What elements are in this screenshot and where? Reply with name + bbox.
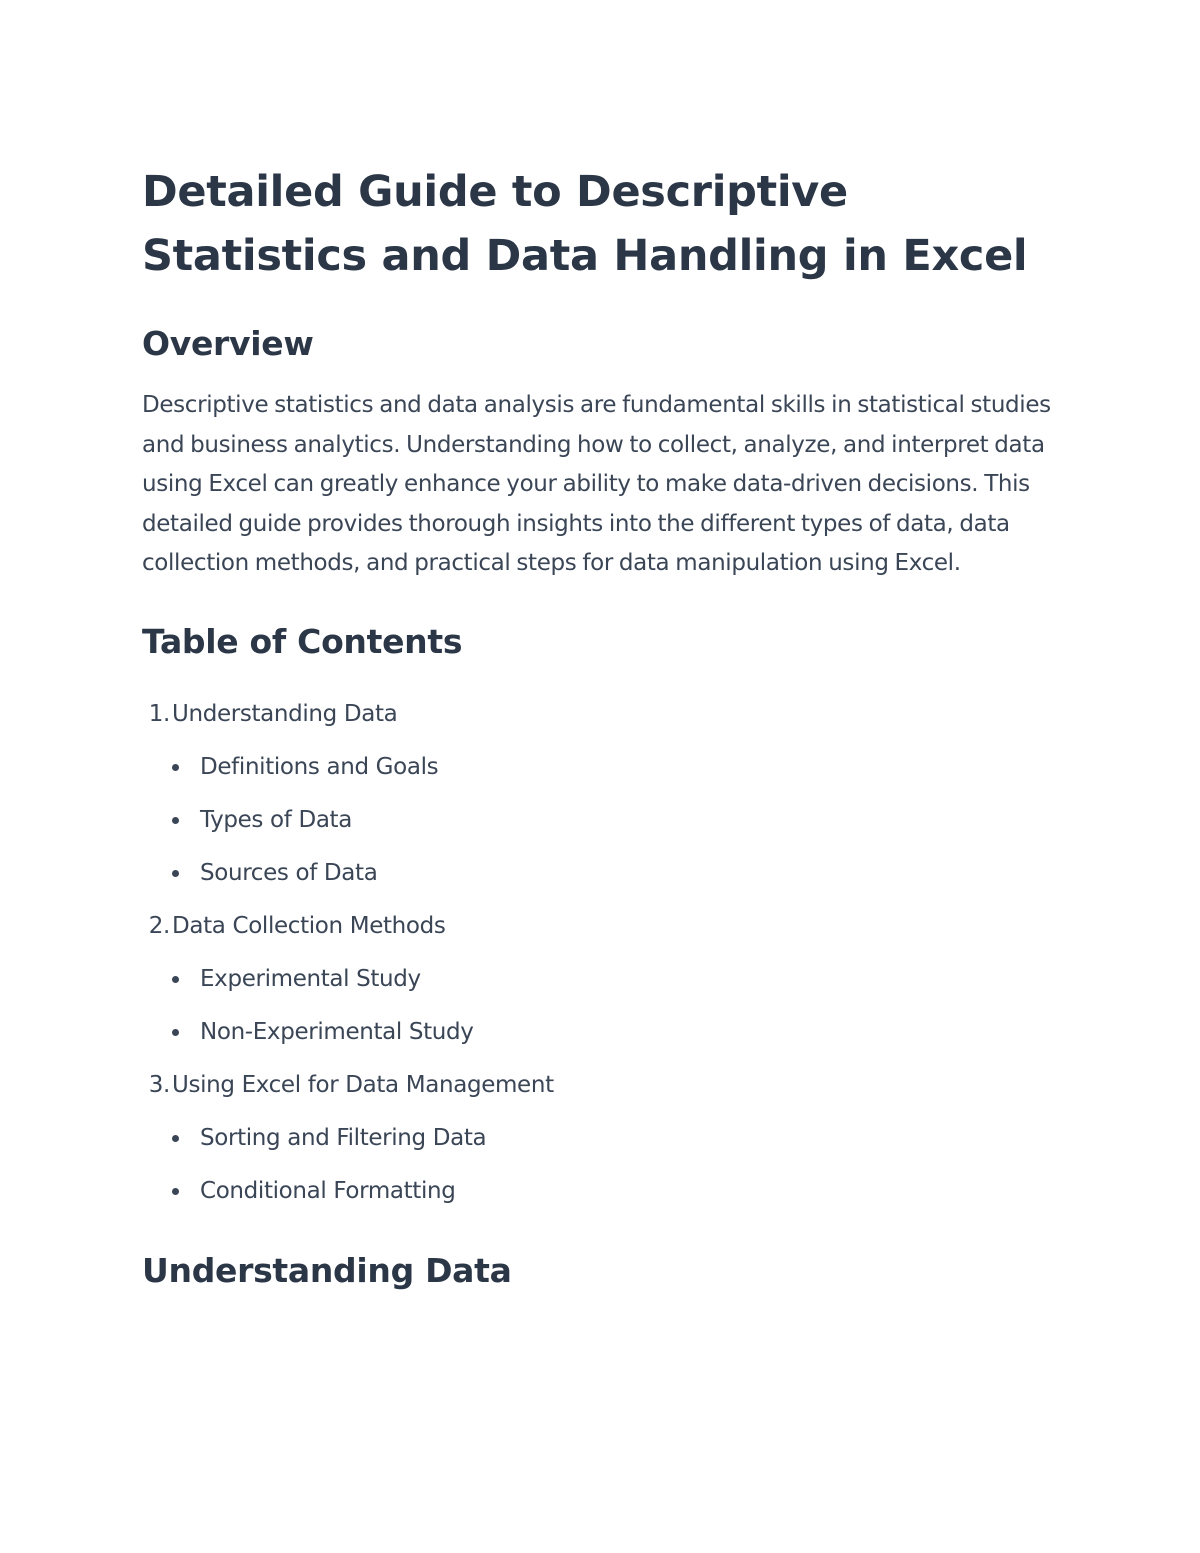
toc-subitem <box>142 741 1062 794</box>
toc-item-using-excel <box>142 1059 1062 1218</box>
understanding-data-heading: Understanding Data <box>142 1250 512 1290</box>
toc-subitem-label: Sources of Data <box>200 859 378 886</box>
toc-subitem-label: Non-Experimental Study <box>200 1018 474 1045</box>
toc-subitem <box>142 1006 1062 1059</box>
document-page <box>142 160 1062 1293</box>
toc-item-number: 3. <box>148 1071 170 1098</box>
toc-item-understanding-data <box>142 688 1062 900</box>
toc-item-label: Understanding Data <box>172 700 398 727</box>
bullet-icon <box>172 1135 179 1142</box>
toc-subitem-label: Definitions and Goals <box>200 753 439 780</box>
table-of-contents <box>142 688 1062 1218</box>
document-title: Detailed Guide to Descriptive Statistics and Data Handling in Excel <box>142 167 1028 281</box>
toc-subitem <box>142 1165 1062 1218</box>
toc-subitem-label: Experimental Study <box>200 965 421 992</box>
toc-subitem-label: Conditional Formatting <box>200 1177 456 1204</box>
toc-item-label: Using Excel for Data Management <box>172 1071 554 1098</box>
toc-sublist <box>142 1112 1062 1218</box>
toc-item-number: 1. <box>148 700 170 727</box>
bullet-icon <box>172 817 179 824</box>
toc-item-label: Data Collection Methods <box>172 912 446 939</box>
toc-subitem-label: Sorting and Filtering Data <box>200 1124 487 1151</box>
overview-heading: Overview <box>142 324 314 363</box>
toc-item-data-collection-methods <box>142 900 1062 1059</box>
toc-sublist <box>142 741 1062 900</box>
toc-subitem <box>142 847 1062 900</box>
bullet-icon <box>172 870 179 877</box>
toc-subitem-label: Types of Data <box>200 806 352 833</box>
overview-paragraph: Descriptive statistics and data analysis are fundamental skills in statistical studies and business analytics. Understanding how to collect, analyze, and interpret data using Excel can greatly enhance your ability to make data-driven decisions. This detailed guide provides thorough insights into the different types of data, data collection methods, and practical steps for data manipulation using Excel. <box>142 392 1051 576</box>
toc-subitem <box>142 794 1062 847</box>
bullet-icon <box>172 1029 179 1036</box>
bullet-icon <box>172 976 179 983</box>
toc-item-number: 2. <box>148 912 170 939</box>
toc-sublist <box>142 953 1062 1059</box>
toc-subitem <box>142 1112 1062 1165</box>
bullet-icon <box>172 1188 179 1195</box>
toc-subitem <box>142 953 1062 1006</box>
bullet-icon <box>172 764 179 771</box>
toc-heading: Table of Contents <box>142 621 463 661</box>
